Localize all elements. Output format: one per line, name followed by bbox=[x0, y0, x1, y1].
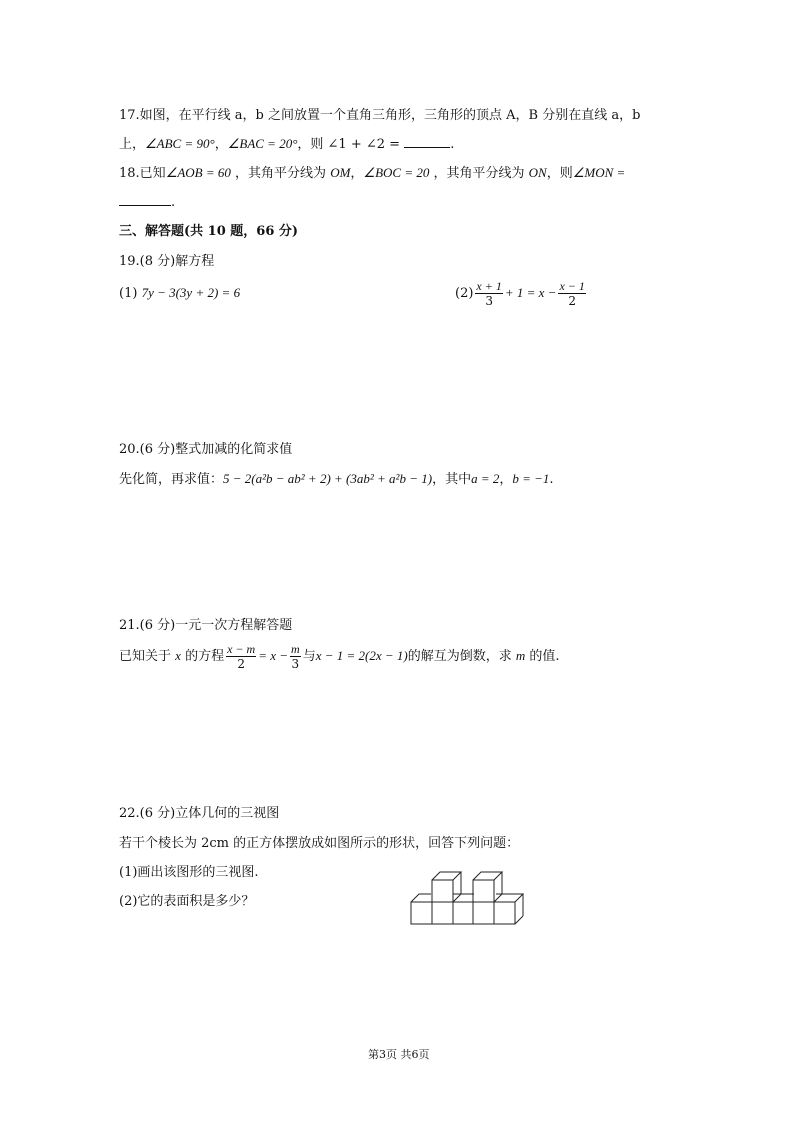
upper-cube-2-front bbox=[473, 880, 494, 902]
q18-angle-boc: ∠BOC = 20 bbox=[363, 165, 430, 180]
q22-part1: (1)画出该图形的三视图. bbox=[119, 865, 259, 880]
q20-a-value: a = 2 bbox=[471, 471, 500, 486]
q18-angle-aob: ∠AOB = 60 bbox=[165, 165, 231, 180]
q18-line2 bbox=[119, 193, 175, 212]
q22-title: 22.(6 分)立体几何的三视图 bbox=[119, 806, 280, 821]
q21-m: m bbox=[515, 648, 526, 663]
q19-p1-equation: 7y − 3(3y + 2) = 6 bbox=[141, 285, 241, 300]
q19-p2-middle: + 1 = x − bbox=[504, 285, 557, 300]
q17-text-b: ，则 ∠1 + ∠2 = bbox=[297, 137, 401, 152]
cube-stack-figure bbox=[405, 866, 531, 928]
q21-x: x bbox=[175, 648, 181, 663]
q18-text-a: 18.已知 bbox=[119, 166, 166, 181]
q21-den1: 2 bbox=[237, 657, 245, 671]
q21-mid2: = x − bbox=[258, 648, 289, 663]
q21-fraction-1 bbox=[226, 642, 256, 671]
q17-line2 bbox=[119, 135, 454, 154]
q18-angle-mon: ∠MON = bbox=[572, 165, 626, 180]
q21-den2: 3 bbox=[291, 657, 300, 671]
q22-intro: 若干个棱长为 2cm 的正方体摆放成如图所示的形状，回答下列问题： bbox=[119, 836, 520, 851]
q19-p2-den2: 2 bbox=[568, 294, 576, 308]
upper-cube-1-front bbox=[432, 880, 453, 902]
q21-num1: x − m bbox=[227, 642, 256, 656]
q19-p1-label: (1) bbox=[119, 286, 138, 301]
upper-cube-2-top bbox=[473, 872, 502, 880]
q21-fraction-2 bbox=[290, 642, 301, 671]
q20-sep: ， bbox=[499, 472, 513, 487]
q17-text-a: 上， bbox=[119, 137, 146, 152]
q21-mid3: 与 bbox=[302, 649, 316, 664]
q19-p2-fraction-1 bbox=[475, 279, 502, 308]
bottom-right-corner bbox=[515, 916, 523, 924]
q19-title: 19.(8 分)解方程 bbox=[119, 254, 215, 269]
q21-mid4: 的解互为倒数，求 bbox=[407, 649, 512, 664]
q20-expression: 5 − 2(a²b − ab² + 2) + (3ab² + a²b − 1) bbox=[223, 471, 433, 486]
bottom-top-left bbox=[411, 894, 431, 902]
q18-answer-blank[interactable] bbox=[119, 193, 171, 206]
q17-end: . bbox=[450, 137, 455, 152]
q18-om: OM bbox=[330, 165, 351, 180]
q20-body bbox=[119, 470, 554, 489]
upper-cube-1-top bbox=[432, 872, 461, 880]
q18-text-d: ，则 bbox=[546, 166, 573, 181]
q20-title: 20.(6 分)整式加减的化简求值 bbox=[119, 442, 293, 457]
q18-sep: ， bbox=[350, 166, 364, 181]
q19-part1 bbox=[119, 284, 240, 303]
q21-equation-2: x − 1 = 2(2x − 1) bbox=[315, 648, 408, 663]
q19-p2-label: (2) bbox=[455, 286, 474, 301]
q19-p2-num2: x − 1 bbox=[559, 279, 585, 293]
q21-num2: m bbox=[291, 642, 300, 656]
q20-cond-prefix: ，其中 bbox=[432, 472, 472, 487]
q21-title: 21.(6 分)一元一次方程解答题 bbox=[119, 618, 293, 633]
q22-part2: (2)它的表面积是多少？ bbox=[119, 894, 255, 909]
q19-p2-num1: x + 1 bbox=[476, 279, 502, 293]
bottom-row-front bbox=[411, 902, 515, 924]
q20-end: . bbox=[549, 472, 554, 487]
q21-mid1: 的方程 bbox=[185, 649, 225, 664]
q18-on: ON bbox=[528, 165, 547, 180]
q21-prefix: 已知关于 bbox=[119, 649, 172, 664]
q19-p2-den1: 3 bbox=[485, 294, 493, 308]
q18-end: . bbox=[171, 195, 176, 210]
q21-body bbox=[119, 638, 560, 675]
bottom-top-right bbox=[496, 894, 523, 902]
q18-line1 bbox=[119, 164, 625, 183]
q20-b-value: b = −1 bbox=[512, 471, 550, 486]
q17-angle-bac: ∠BAC = 20° bbox=[227, 136, 298, 151]
bottom-top-edge-1 bbox=[453, 894, 461, 902]
q18-text-b: ，其角平分线为 bbox=[235, 166, 327, 181]
q17-line1: 17.如图，在平行线 a，b 之间放置一个直角三角形，三角形的顶点 A，B 分别在直线 a，b bbox=[119, 108, 641, 123]
q17-angle-abc: ∠ABC = 90° bbox=[145, 136, 215, 151]
section-3-heading: 三、解答题(共 10 题，66 分) bbox=[119, 224, 299, 239]
q20-prefix: 先化简，再求值： bbox=[119, 472, 224, 487]
q17-sep: ， bbox=[214, 137, 228, 152]
q21-end: 的值. bbox=[529, 649, 560, 664]
q18-text-c: ，其角平分线为 bbox=[433, 166, 525, 181]
q19-p2-fraction-2 bbox=[558, 279, 585, 308]
page-footer: 第3页 共6页 bbox=[368, 1048, 430, 1061]
q17-answer-blank[interactable] bbox=[404, 135, 450, 148]
bottom-top-edge-2 bbox=[494, 894, 502, 902]
q19-part2 bbox=[455, 275, 588, 312]
